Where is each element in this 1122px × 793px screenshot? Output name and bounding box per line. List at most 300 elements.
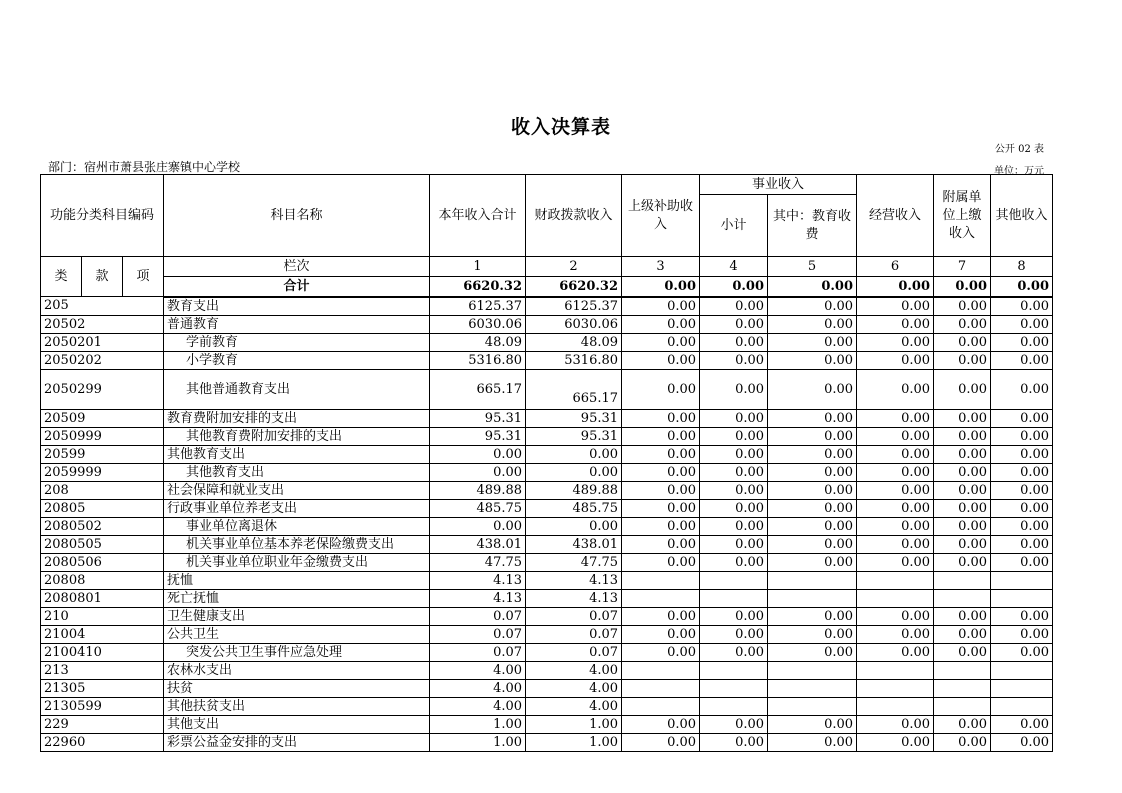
table-row [41, 297, 1053, 316]
row-value: 0.00 [934, 715, 991, 733]
row-code: 2130599 [41, 697, 164, 715]
row-value: 0.00 [768, 369, 857, 409]
row-value: 0.00 [526, 445, 622, 463]
row-value [768, 571, 857, 589]
row-value: 0.00 [991, 715, 1053, 733]
row-value: 0.00 [857, 607, 934, 625]
row-value: 665.17 [526, 369, 622, 409]
row-value: 0.00 [934, 409, 991, 427]
total-label: 合计 [164, 277, 430, 297]
row-value [991, 589, 1053, 607]
row-value: 0.00 [622, 607, 700, 625]
table-row [41, 553, 1053, 571]
header-code: 功能分类科目编码 [41, 175, 164, 257]
table-row [41, 427, 1053, 445]
header-other: 其他收入 [991, 175, 1053, 257]
row-value: 0.00 [991, 297, 1053, 316]
row-code: 2050202 [41, 351, 164, 369]
row-value: 6030.06 [526, 315, 622, 333]
header-superior: 上级补助收入 [622, 175, 700, 257]
row-value: 0.00 [991, 463, 1053, 481]
row-value: 0.00 [768, 517, 857, 535]
row-value [768, 679, 857, 697]
col-num: 5 [768, 257, 857, 277]
row-value: 0.00 [768, 297, 857, 316]
row-value: 0.00 [622, 553, 700, 571]
row-code: 208 [41, 481, 164, 499]
row-value [768, 661, 857, 679]
row-value: 0.00 [768, 315, 857, 333]
header-business: 事业收入 [700, 175, 857, 195]
col-num: 1 [430, 257, 526, 277]
row-value: 4.00 [526, 697, 622, 715]
row-value: 0.00 [700, 643, 768, 661]
row-value: 0.00 [700, 517, 768, 535]
row-value: 48.09 [430, 333, 526, 351]
row-name: 事业单位离退休 [164, 517, 430, 535]
row-value: 0.00 [622, 733, 700, 751]
header-lanci: 栏次 [164, 257, 430, 277]
row-value [768, 589, 857, 607]
table-row [41, 589, 1053, 607]
header-total: 本年收入合计 [430, 175, 526, 257]
row-name: 教育费附加安排的支出 [164, 409, 430, 427]
row-value: 0.00 [622, 715, 700, 733]
row-value: 0.00 [622, 517, 700, 535]
row-name: 其他普通教育支出 [164, 369, 430, 409]
row-value: 0.00 [991, 369, 1053, 409]
row-value: 0.00 [700, 351, 768, 369]
header-subtotal: 小计 [700, 195, 768, 257]
row-name: 教育支出 [164, 297, 430, 316]
row-value: 0.00 [857, 427, 934, 445]
row-code: 2100410 [41, 643, 164, 661]
table-row [41, 643, 1053, 661]
row-value: 0.00 [934, 369, 991, 409]
row-value: 0.00 [857, 643, 934, 661]
table-row [41, 697, 1053, 715]
row-value: 1.00 [526, 715, 622, 733]
row-name: 扶贫 [164, 679, 430, 697]
row-value: 485.75 [430, 499, 526, 517]
row-value: 0.00 [700, 607, 768, 625]
table-row [41, 499, 1053, 517]
table-row [41, 445, 1053, 463]
row-value: 0.00 [700, 427, 768, 445]
row-code: 2080801 [41, 589, 164, 607]
table-row [41, 517, 1053, 535]
row-value: 6125.37 [526, 297, 622, 316]
table-row [41, 463, 1053, 481]
header-operating: 经营收入 [857, 175, 934, 257]
row-value: 0.00 [768, 553, 857, 571]
row-value: 0.00 [700, 409, 768, 427]
row-name: 公共卫生 [164, 625, 430, 643]
row-value: 95.31 [526, 409, 622, 427]
row-value: 0.00 [991, 553, 1053, 571]
col-num: 6 [857, 257, 934, 277]
row-value: 0.00 [857, 463, 934, 481]
row-value: 0.00 [857, 715, 934, 733]
table-row [41, 571, 1053, 589]
row-value: 0.07 [430, 607, 526, 625]
row-value: 0.00 [700, 463, 768, 481]
row-value: 1.00 [430, 733, 526, 751]
total-cell: 0.00 [700, 277, 768, 297]
header-xiang: 项 [123, 257, 164, 297]
row-value: 0.00 [934, 643, 991, 661]
row-value: 0.00 [622, 297, 700, 316]
table-row [41, 661, 1053, 679]
row-value: 0.00 [622, 369, 700, 409]
row-value: 0.00 [857, 517, 934, 535]
row-name: 抚恤 [164, 571, 430, 589]
row-value: 485.75 [526, 499, 622, 517]
row-code: 20805 [41, 499, 164, 517]
row-value: 95.31 [430, 427, 526, 445]
row-value: 0.00 [526, 517, 622, 535]
row-value: 0.07 [430, 643, 526, 661]
total-cell: 0.00 [768, 277, 857, 297]
row-value: 0.00 [768, 333, 857, 351]
row-value: 95.31 [430, 409, 526, 427]
table-row [41, 351, 1053, 369]
row-name: 其他扶贫支出 [164, 697, 430, 715]
row-value: 0.00 [700, 445, 768, 463]
row-value [700, 679, 768, 697]
row-value: 0.00 [934, 333, 991, 351]
row-value: 0.00 [768, 643, 857, 661]
row-name: 突发公共卫生事件应急处理 [164, 643, 430, 661]
row-value: 0.00 [622, 625, 700, 643]
row-value: 0.00 [991, 445, 1053, 463]
row-value: 0.00 [768, 351, 857, 369]
row-value: 4.13 [526, 589, 622, 607]
col-num: 3 [622, 257, 700, 277]
row-value: 0.00 [700, 553, 768, 571]
table-row [41, 481, 1053, 499]
unit-label: 单位：万元 [994, 166, 1044, 177]
row-value: 0.00 [934, 625, 991, 643]
col-num: 4 [700, 257, 768, 277]
row-code: 2050999 [41, 427, 164, 445]
row-value: 0.00 [857, 445, 934, 463]
row-value [857, 589, 934, 607]
row-name: 行政事业单位养老支出 [164, 499, 430, 517]
row-code: 2050201 [41, 333, 164, 351]
row-code: 2080506 [41, 553, 164, 571]
department-label: 部门：宿州市萧县张庄寨镇中心学校 [48, 160, 241, 174]
row-value: 0.00 [768, 427, 857, 445]
row-value: 489.88 [430, 481, 526, 499]
row-code: 213 [41, 661, 164, 679]
row-value: 0.00 [991, 351, 1053, 369]
row-value: 0.00 [768, 463, 857, 481]
row-value: 6030.06 [430, 315, 526, 333]
row-value: 4.00 [430, 679, 526, 697]
row-name: 其他教育支出 [164, 445, 430, 463]
header-edu-fee: 其中：教育收费 [768, 195, 857, 257]
row-value: 4.13 [430, 589, 526, 607]
row-value: 0.00 [857, 333, 934, 351]
row-value: 4.00 [430, 661, 526, 679]
row-name: 其他支出 [164, 715, 430, 733]
table-row [41, 315, 1053, 333]
row-value: 0.00 [857, 553, 934, 571]
form-number: 公开 02 表 [994, 144, 1044, 155]
col-num: 8 [991, 257, 1053, 277]
row-value: 4.13 [430, 571, 526, 589]
header-kuan: 款 [82, 257, 123, 297]
row-value: 4.00 [526, 661, 622, 679]
row-value: 1.00 [430, 715, 526, 733]
col-num: 2 [526, 257, 622, 277]
row-value [622, 697, 700, 715]
row-code: 210 [41, 607, 164, 625]
row-value [934, 571, 991, 589]
row-value: 0.00 [991, 535, 1053, 553]
row-value: 4.13 [526, 571, 622, 589]
row-value: 47.75 [526, 553, 622, 571]
row-value: 0.00 [700, 499, 768, 517]
row-value [991, 697, 1053, 715]
row-value [700, 589, 768, 607]
row-value: 0.00 [622, 445, 700, 463]
row-value: 0.00 [622, 535, 700, 553]
row-value: 0.00 [768, 409, 857, 427]
row-name: 其他教育费附加安排的支出 [164, 427, 430, 445]
row-value: 0.00 [622, 409, 700, 427]
row-value: 0.00 [700, 369, 768, 409]
row-value [768, 697, 857, 715]
row-value [991, 679, 1053, 697]
row-value: 0.00 [700, 333, 768, 351]
row-value: 0.07 [430, 625, 526, 643]
row-value: 0.00 [857, 499, 934, 517]
table-row [41, 679, 1053, 697]
row-value: 0.00 [991, 499, 1053, 517]
total-row [41, 277, 1053, 297]
row-value [622, 679, 700, 697]
row-code: 20509 [41, 409, 164, 427]
row-name: 机关事业单位职业年金缴费支出 [164, 553, 430, 571]
row-value: 0.00 [622, 315, 700, 333]
row-name: 学前教育 [164, 333, 430, 351]
row-value: 0.00 [768, 445, 857, 463]
col-num: 7 [934, 257, 991, 277]
table-row [41, 625, 1053, 643]
row-value [857, 661, 934, 679]
table-row [41, 333, 1053, 351]
row-value: 0.07 [526, 643, 622, 661]
row-value: 5316.80 [430, 351, 526, 369]
row-value: 665.17 [430, 369, 526, 409]
row-value: 0.00 [700, 715, 768, 733]
row-code: 205 [41, 297, 164, 316]
row-name: 机关事业单位基本养老保险缴费支出 [164, 535, 430, 553]
row-value: 47.75 [430, 553, 526, 571]
row-value: 0.00 [430, 517, 526, 535]
income-table [40, 174, 1053, 752]
row-value: 0.00 [622, 351, 700, 369]
row-value: 0.00 [934, 463, 991, 481]
row-code: 2050299 [41, 369, 164, 409]
total-cell: 6620.32 [526, 277, 622, 297]
row-name: 小学教育 [164, 351, 430, 369]
row-value: 0.00 [768, 481, 857, 499]
row-value: 438.01 [430, 535, 526, 553]
total-cell: 6620.32 [430, 277, 526, 297]
row-value: 0.00 [991, 643, 1053, 661]
table-row [41, 369, 1053, 409]
row-value: 0.00 [934, 481, 991, 499]
row-code: 21004 [41, 625, 164, 643]
row-value: 0.00 [700, 535, 768, 553]
row-value [857, 697, 934, 715]
row-name: 其他教育支出 [164, 463, 430, 481]
row-value: 6125.37 [430, 297, 526, 316]
row-value: 0.00 [768, 625, 857, 643]
row-value: 95.31 [526, 427, 622, 445]
row-value: 0.00 [991, 409, 1053, 427]
row-value: 0.00 [622, 427, 700, 445]
row-code: 20808 [41, 571, 164, 589]
row-code: 22960 [41, 733, 164, 751]
row-value: 0.00 [857, 297, 934, 316]
row-value: 0.00 [857, 351, 934, 369]
total-cell: 0.00 [857, 277, 934, 297]
row-value [934, 697, 991, 715]
row-value: 0.00 [934, 607, 991, 625]
row-value [991, 571, 1053, 589]
total-cell: 0.00 [934, 277, 991, 297]
row-value: 0.00 [934, 315, 991, 333]
row-name: 卫生健康支出 [164, 607, 430, 625]
row-value: 0.00 [991, 315, 1053, 333]
row-value: 1.00 [526, 733, 622, 751]
row-value: 0.00 [991, 333, 1053, 351]
row-value: 0.00 [934, 553, 991, 571]
table-row [41, 733, 1053, 751]
row-value: 0.00 [934, 499, 991, 517]
row-value: 0.00 [934, 517, 991, 535]
row-value: 4.00 [430, 697, 526, 715]
row-code: 2080502 [41, 517, 164, 535]
row-value: 0.00 [934, 733, 991, 751]
row-value: 0.00 [934, 351, 991, 369]
row-value: 0.00 [622, 463, 700, 481]
row-name: 社会保障和就业支出 [164, 481, 430, 499]
row-value: 0.07 [526, 625, 622, 643]
row-value: 0.00 [991, 427, 1053, 445]
row-value: 0.00 [768, 733, 857, 751]
row-value: 0.00 [430, 463, 526, 481]
row-value: 0.00 [857, 625, 934, 643]
row-value: 0.00 [991, 481, 1053, 499]
row-value [700, 697, 768, 715]
total-cell: 0.00 [991, 277, 1053, 297]
row-value [622, 661, 700, 679]
row-code: 229 [41, 715, 164, 733]
row-value [857, 679, 934, 697]
row-name: 彩票公益金安排的支出 [164, 733, 430, 751]
row-value: 0.00 [991, 607, 1053, 625]
header-name: 科目名称 [164, 175, 430, 257]
header-fiscal: 财政拨款收入 [526, 175, 622, 257]
row-value: 4.00 [526, 679, 622, 697]
row-value: 0.00 [991, 733, 1053, 751]
row-code: 2059999 [41, 463, 164, 481]
row-value: 0.00 [430, 445, 526, 463]
row-value: 0.00 [622, 333, 700, 351]
row-value [622, 589, 700, 607]
row-code: 2080505 [41, 535, 164, 553]
row-value: 489.88 [526, 481, 622, 499]
row-value: 0.00 [526, 463, 622, 481]
row-code: 21305 [41, 679, 164, 697]
row-value [700, 661, 768, 679]
row-value [934, 589, 991, 607]
row-value: 0.00 [857, 535, 934, 553]
row-value: 48.09 [526, 333, 622, 351]
header-affiliated: 附属单位上缴收入 [934, 175, 991, 257]
row-name: 农林水支出 [164, 661, 430, 679]
total-cell: 0.00 [622, 277, 700, 297]
row-value [622, 571, 700, 589]
row-name: 死亡抚恤 [164, 589, 430, 607]
row-value: 0.00 [991, 625, 1053, 643]
row-value: 0.00 [991, 517, 1053, 535]
row-value [700, 571, 768, 589]
row-value: 0.00 [768, 535, 857, 553]
row-value: 0.00 [857, 733, 934, 751]
table-row [41, 535, 1053, 553]
row-value: 438.01 [526, 535, 622, 553]
row-value: 0.00 [857, 481, 934, 499]
row-value: 0.00 [934, 427, 991, 445]
row-value: 0.00 [622, 481, 700, 499]
row-value: 0.00 [700, 733, 768, 751]
row-name: 普通教育 [164, 315, 430, 333]
row-value: 0.00 [622, 643, 700, 661]
row-code: 20502 [41, 315, 164, 333]
row-value [991, 661, 1053, 679]
row-value: 0.00 [857, 409, 934, 427]
row-value: 0.00 [700, 625, 768, 643]
row-value: 0.00 [934, 535, 991, 553]
row-value [934, 679, 991, 697]
row-value [857, 571, 934, 589]
row-code: 20599 [41, 445, 164, 463]
row-value: 0.00 [934, 445, 991, 463]
table-row [41, 409, 1053, 427]
row-value: 0.00 [622, 499, 700, 517]
row-value: 0.00 [857, 315, 934, 333]
row-value: 0.00 [857, 369, 934, 409]
page-title: 收入决算表 [510, 116, 611, 138]
row-value: 5316.80 [526, 351, 622, 369]
row-value: 0.00 [700, 481, 768, 499]
row-value: 0.00 [768, 715, 857, 733]
table-row [41, 715, 1053, 733]
row-value: 0.00 [768, 499, 857, 517]
row-value: 0.00 [700, 315, 768, 333]
table-row [41, 607, 1053, 625]
row-value: 0.07 [526, 607, 622, 625]
row-value: 0.00 [700, 297, 768, 316]
row-value [934, 661, 991, 679]
header-lei: 类 [41, 257, 82, 297]
